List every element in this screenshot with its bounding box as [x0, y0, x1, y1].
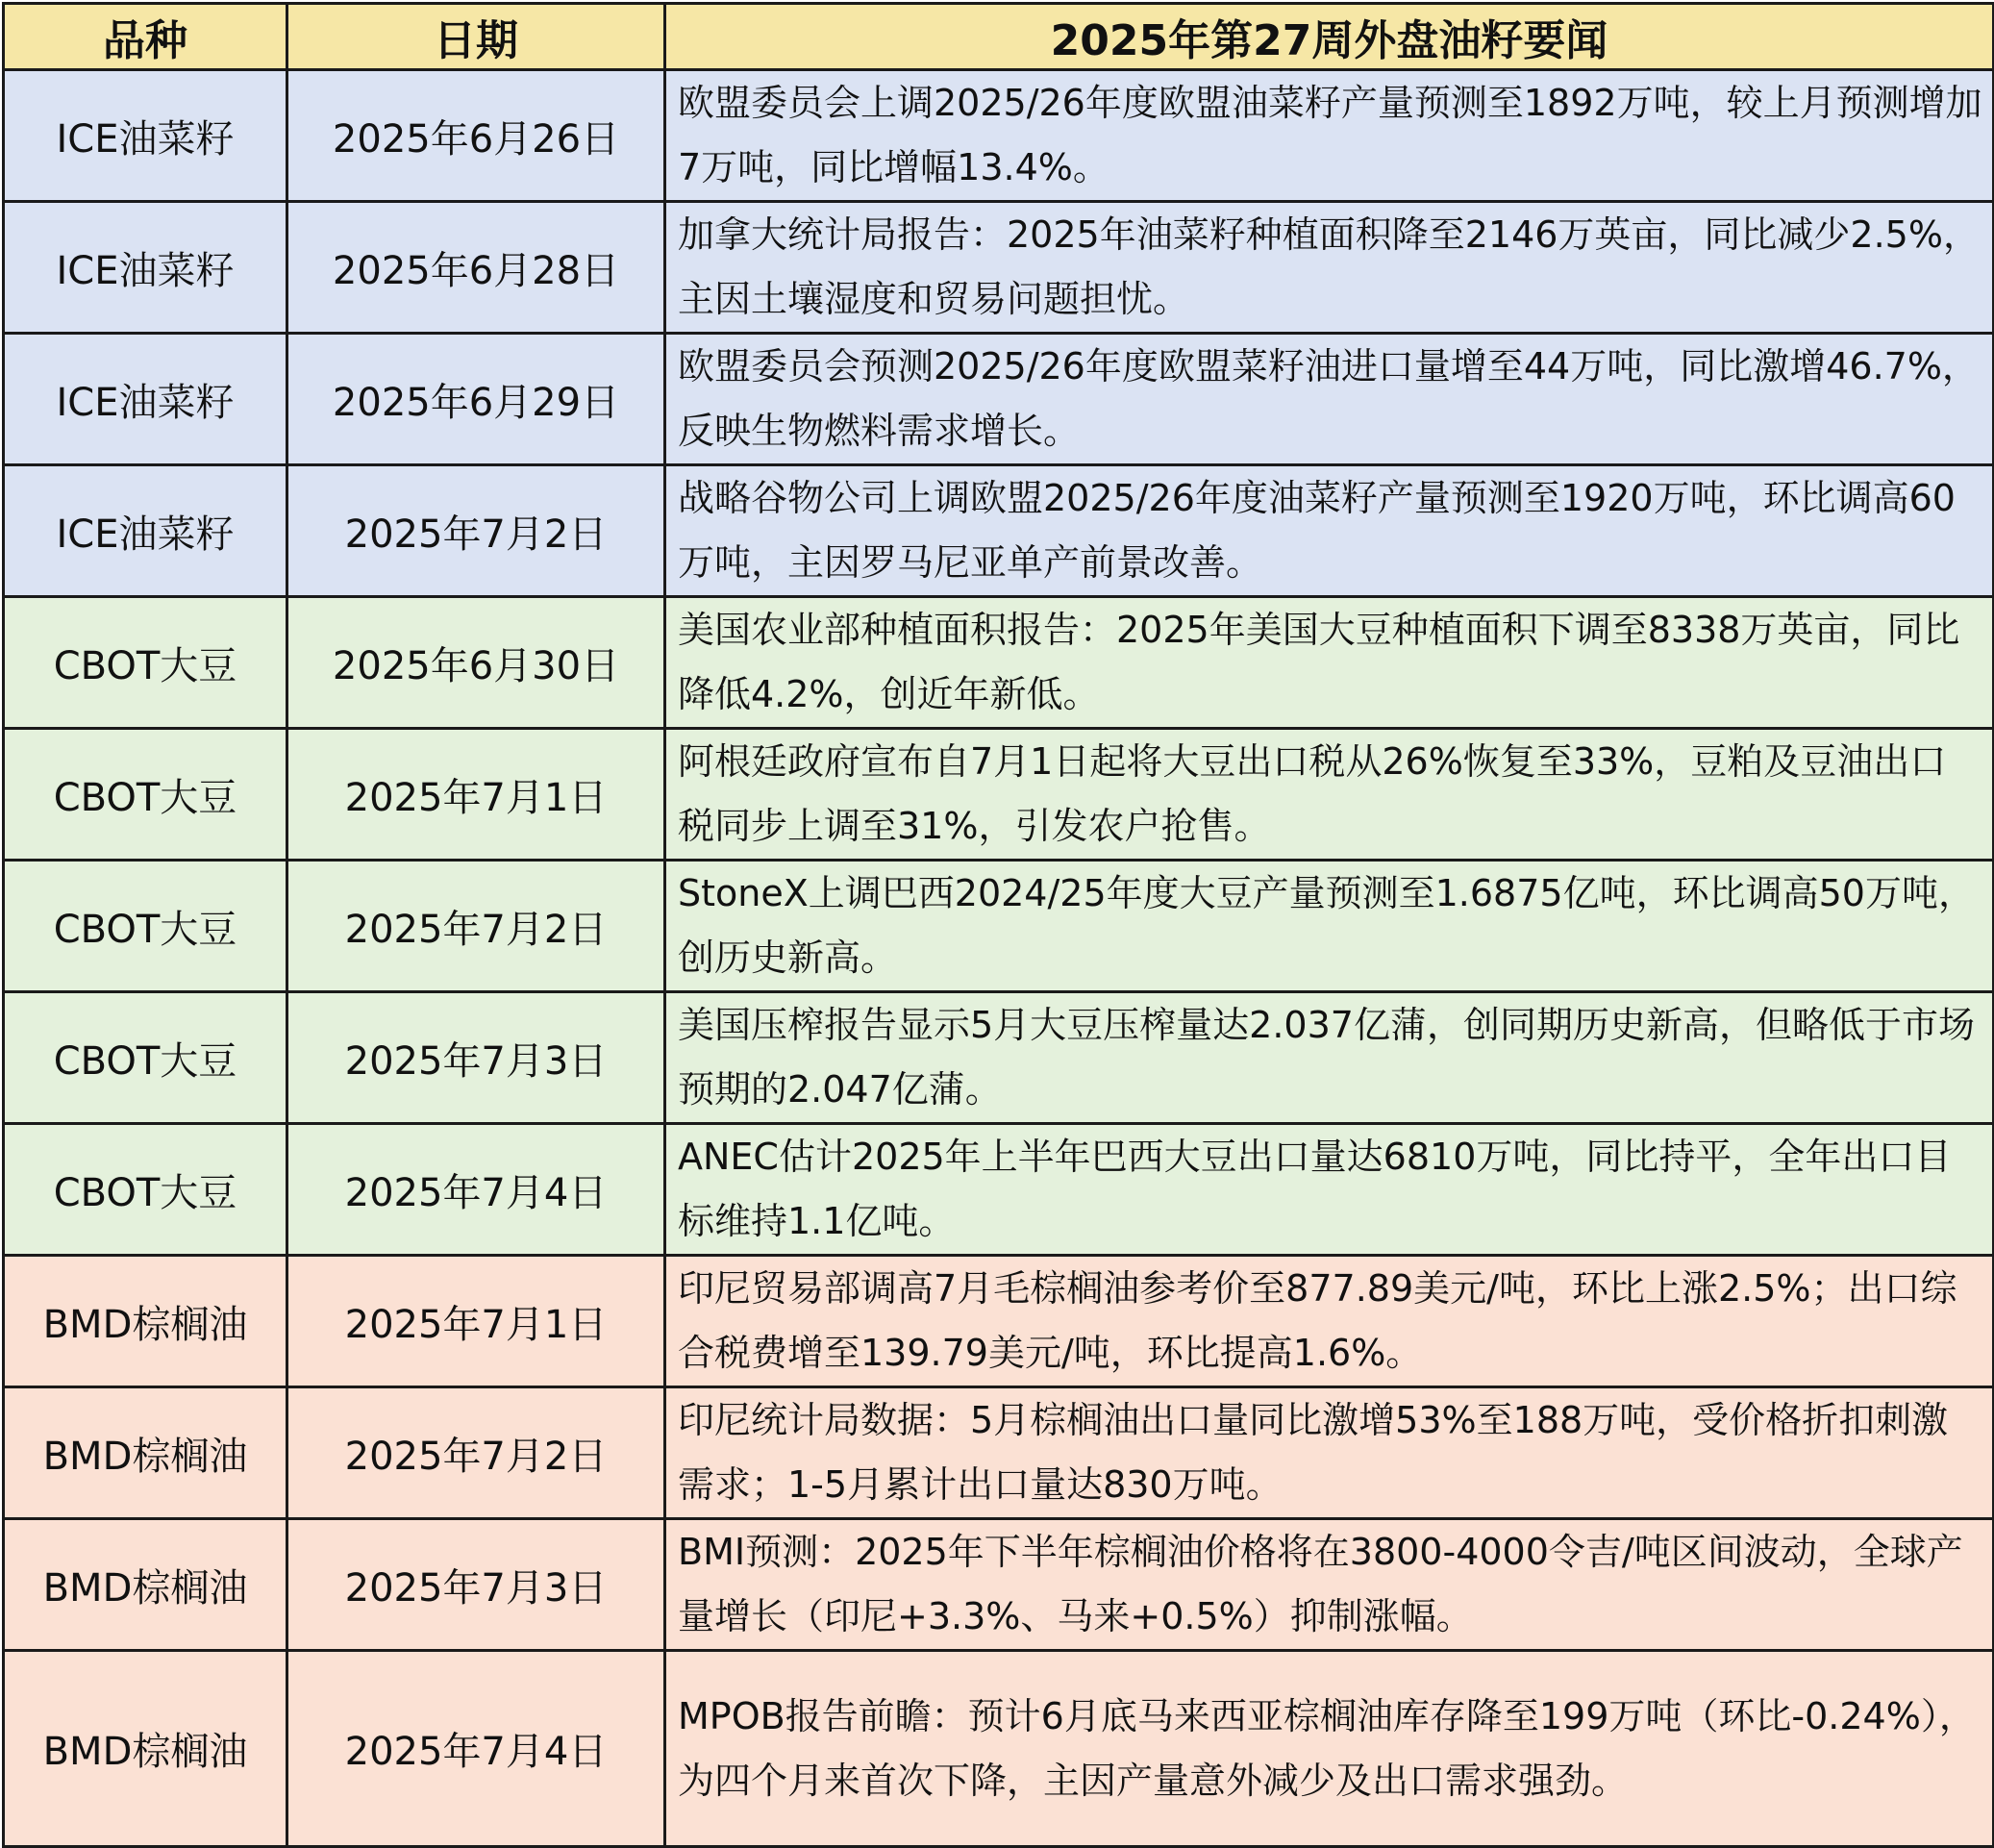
news-cell: 阿根廷政府宣布自7月1日起将大豆出口税从26%恢复至33%，豆粕及豆油出口税同步上调至31%，引发农户抢售。 — [665, 729, 1994, 861]
variety-cell: ICE油菜籽 — [4, 334, 287, 465]
news-cell: 欧盟委员会预测2025/26年度欧盟菜籽油进口量增至44万吨，同比激增46.7%，反映生物燃料需求增长。 — [665, 334, 1994, 465]
date-cell: 2025年7月4日 — [287, 1124, 665, 1256]
table-row — [4, 992, 1994, 1124]
date-cell: 2025年6月28日 — [287, 202, 665, 334]
news-cell: ANEC估计2025年上半年巴西大豆出口量达6810万吨，同比持平，全年出口目标维持1.1亿吨。 — [665, 1124, 1994, 1256]
variety-cell: ICE油菜籽 — [4, 202, 287, 334]
variety-cell: BMD棕榈油 — [4, 1387, 287, 1519]
oilseed-news-table — [2, 2, 1994, 1848]
variety-cell: CBOT大豆 — [4, 597, 287, 729]
header-title: 2025年第27周外盘油籽要闻 — [665, 4, 1994, 70]
table-row — [4, 1387, 1994, 1519]
variety-cell: BMD棕榈油 — [4, 1256, 287, 1387]
news-cell: 欧盟委员会上调2025/26年度欧盟油菜籽产量预测至1892万吨，较上月预测增加7万吨，同比增幅13.4%。 — [665, 70, 1994, 202]
table-row — [4, 70, 1994, 202]
date-cell: 2025年7月1日 — [287, 729, 665, 861]
table-row — [4, 465, 1994, 597]
date-cell: 2025年7月2日 — [287, 861, 665, 992]
header-row — [4, 4, 1994, 70]
variety-cell: ICE油菜籽 — [4, 465, 287, 597]
date-cell: 2025年7月2日 — [287, 1387, 665, 1519]
news-cell: BMI预测：2025年下半年棕榈油价格将在3800-4000令吉/吨区间波动，全球产量增长（印尼+3.3%、马来+0.5%）抑制涨幅。 — [665, 1519, 1994, 1651]
news-cell: 战略谷物公司上调欧盟2025/26年度油菜籽产量预测至1920万吨，环比调高60万吨，主因罗马尼亚单产前景改善。 — [665, 465, 1994, 597]
variety-cell: BMD棕榈油 — [4, 1651, 287, 1847]
date-cell: 2025年7月3日 — [287, 1519, 665, 1651]
table-row — [4, 861, 1994, 992]
news-cell: StoneX上调巴西2024/25年度大豆产量预测至1.6875亿吨，环比调高50万吨，创历史新高。 — [665, 861, 1994, 992]
header-variety: 品种 — [4, 4, 287, 70]
date-cell: 2025年6月30日 — [287, 597, 665, 729]
table-row — [4, 1256, 1994, 1387]
table-row — [4, 1124, 1994, 1256]
table-row — [4, 1651, 1994, 1847]
date-cell: 2025年7月2日 — [287, 465, 665, 597]
date-cell: 2025年6月26日 — [287, 70, 665, 202]
news-cell: 印尼贸易部调高7月毛棕榈油参考价至877.89美元/吨，环比上涨2.5%；出口综合税费增至139.79美元/吨，环比提高1.6%。 — [665, 1256, 1994, 1387]
variety-cell: CBOT大豆 — [4, 1124, 287, 1256]
news-cell: MPOB报告前瞻：预计6月底马来西亚棕榈油库存降至199万吨（环比-0.24%），为四个月来首次下降，主因产量意外减少及出口需求强劲。 — [665, 1651, 1994, 1847]
news-cell: 美国农业部种植面积报告：2025年美国大豆种植面积下调至8338万英亩，同比降低4.2%，创近年新低。 — [665, 597, 1994, 729]
variety-cell: CBOT大豆 — [4, 861, 287, 992]
variety-cell: BMD棕榈油 — [4, 1519, 287, 1651]
table-row — [4, 597, 1994, 729]
variety-cell: ICE油菜籽 — [4, 70, 287, 202]
news-cell: 加拿大统计局报告：2025年油菜籽种植面积降至2146万英亩，同比减少2.5%，主因土壤湿度和贸易问题担忧。 — [665, 202, 1994, 334]
date-cell: 2025年7月4日 — [287, 1651, 665, 1847]
variety-cell: CBOT大豆 — [4, 992, 287, 1124]
date-cell: 2025年7月1日 — [287, 1256, 665, 1387]
table-row — [4, 202, 1994, 334]
header-date: 日期 — [287, 4, 665, 70]
date-cell: 2025年7月3日 — [287, 992, 665, 1124]
table-row — [4, 334, 1994, 465]
date-cell: 2025年6月29日 — [287, 334, 665, 465]
table-row — [4, 1519, 1994, 1651]
news-cell: 印尼统计局数据：5月棕榈油出口量同比激增53%至188万吨，受价格折扣刺激需求；1-5月累计出口量达830万吨。 — [665, 1387, 1994, 1519]
variety-cell: CBOT大豆 — [4, 729, 287, 861]
news-cell: 美国压榨报告显示5月大豆压榨量达2.037亿蒲，创同期历史新高，但略低于市场预期的2.047亿蒲。 — [665, 992, 1994, 1124]
table-row — [4, 729, 1994, 861]
